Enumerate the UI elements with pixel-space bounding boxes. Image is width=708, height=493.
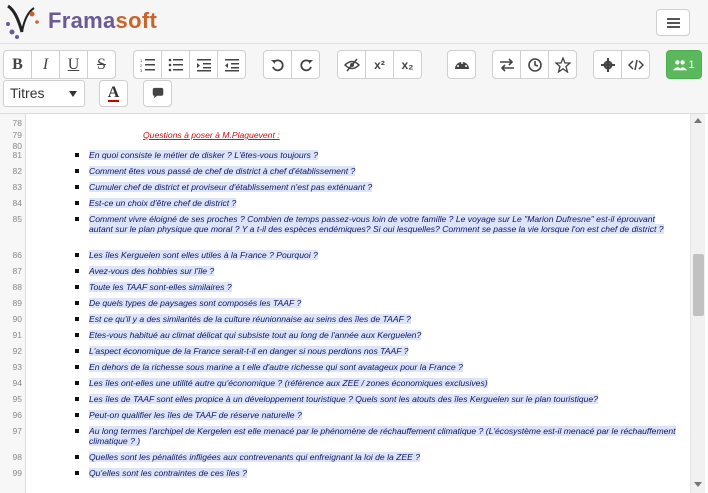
- tools-group: [492, 50, 577, 79]
- code-icon[interactable]: [621, 50, 650, 79]
- list-item-text: Etes-vous habitué au climat délicat qui subsiste tout au long de l'année aux Kerguelen?: [89, 330, 422, 340]
- italic-icon[interactable]: I: [31, 50, 60, 79]
- list-item-text: Est ce qu'il y a des similarités de la culture réunionnaise au seins des îles de TAAF ?: [89, 314, 411, 324]
- vertical-scrollbar[interactable]: [690, 114, 705, 493]
- bullet-icon: [75, 301, 79, 305]
- list-item-text: L'aspect économique de la France serait-t-il en danger si nous perdions nos TAAF ?: [89, 346, 409, 356]
- bullet-icon: [75, 413, 79, 417]
- line-number: 88: [12, 282, 22, 292]
- svg-text:3: 3: [139, 67, 142, 73]
- line-number: 94: [12, 378, 22, 388]
- history-icon[interactable]: [520, 50, 549, 79]
- brand-part2: soft: [115, 8, 158, 33]
- top-navbar: [0, 0, 708, 44]
- format-group: [3, 50, 116, 79]
- indent-icon[interactable]: [189, 50, 218, 79]
- section-title: Questions à poser à M.Plaguevent :: [143, 130, 280, 140]
- star-icon[interactable]: [548, 50, 577, 79]
- line-number: 92: [12, 346, 22, 356]
- line-number: 96: [12, 410, 22, 420]
- line-number: 86: [12, 250, 22, 260]
- line-number: 99: [12, 468, 22, 478]
- list-item-text: Les îles ont-elles une utilité autre qu'économique ? (référence aux ZEE / zones économiques exclusives): [89, 378, 488, 388]
- list-item-text: Au long termes l'archipel de Kergelen est elle menacé par le phénomène de réchauffement climatique ? (L'écosystème est-il menacé par le réchauffement climatique ? ): [89, 426, 676, 446]
- scroll-up-icon[interactable]: [694, 118, 702, 123]
- bullet-icon: [75, 471, 79, 475]
- list-item-text: Comment êtes vous passé de chef de district à chef d'établissement ?: [89, 166, 356, 176]
- bullet-icon: [75, 185, 79, 189]
- list-group: [133, 50, 246, 79]
- line-number: 98: [12, 452, 22, 462]
- line-number: 93: [12, 362, 22, 372]
- bullet-icon: [75, 397, 79, 401]
- list-item-text: Les îles Kerguelen sont elles utiles à la France ? Pourquoi ?: [89, 250, 318, 260]
- palette-icon[interactable]: [447, 50, 476, 79]
- bullet-icon: [75, 253, 79, 257]
- hide-icon[interactable]: [337, 50, 366, 79]
- bullet-icon: [75, 455, 79, 459]
- svg-text:2: 2: [139, 62, 142, 68]
- history-group: [263, 50, 320, 79]
- brand-part1: Frama: [48, 8, 116, 33]
- outdent-icon[interactable]: [217, 50, 246, 79]
- users-icon[interactable]: [666, 50, 702, 79]
- bullet-icon: [75, 317, 79, 321]
- list-item-text: Les îles de TAAF sont elles propice à un développement touristique ? Quels sont les atouts des îles Kerguelen sur le plan touristique?: [89, 394, 598, 404]
- subscript-icon[interactable]: x₂: [393, 50, 422, 79]
- bullet-icon: [75, 429, 79, 433]
- bullet-icon: [75, 349, 79, 353]
- list-item-text: Avez-vous des hobbies sur l'île ?: [89, 266, 215, 276]
- list-item-text: En quoi consiste le métier de disker ? L'êtes-vous toujours ?: [89, 150, 319, 160]
- bullet-icon: [75, 365, 79, 369]
- bullet-icon: [75, 169, 79, 173]
- list-item-text: Cumuler chef de district et proviseur d'établissement n'est pas exténuant ?: [89, 182, 373, 192]
- bullet-icon: [75, 333, 79, 337]
- editor-toolbar: [0, 44, 708, 114]
- chevron-down-icon: [69, 91, 77, 97]
- brand-name[interactable]: [48, 8, 157, 34]
- line-number: 97: [12, 426, 22, 436]
- list-item-text: Qu'elles sont les contraintes de ces îles ?: [89, 468, 247, 478]
- line-number: 91: [12, 330, 22, 340]
- redo-icon[interactable]: [291, 50, 320, 79]
- collab-count: 1: [688, 58, 695, 71]
- scroll-down-icon[interactable]: [694, 482, 702, 487]
- editor-area[interactable]: [0, 114, 708, 493]
- line-number: 81: [12, 150, 22, 160]
- framasoft-logo[interactable]: [4, 2, 42, 40]
- list-item-text: Quelles sont les pénalités infligées aux contrevenants qui enfreignant la loi de la ZEE ?: [89, 452, 421, 462]
- line-number: 83: [12, 182, 22, 192]
- scrollbar-thumb[interactable]: [693, 254, 704, 316]
- bullet-icon: [75, 285, 79, 289]
- line-number: 84: [12, 198, 22, 208]
- style-select[interactable]: [3, 80, 85, 107]
- script-group: [337, 50, 422, 79]
- line-number: 82: [12, 166, 22, 176]
- line-number: 79: [12, 130, 22, 140]
- bullet-icon: [75, 269, 79, 273]
- undo-icon[interactable]: [263, 50, 292, 79]
- list-item-text: Comment vivre éloigné de ses proches ? Combien de temps passez-vous loin de votre famille ? Le voyage sur Le "Marion Dufresne" est-il éprouvant autant sur le plan physique que moral ? Y a t-il des espèces endémiques? Si oui lesquelles? Comment se passe la vie lorsque l'on est chef de district ?: [89, 214, 664, 234]
- list-item-text: En dehors de la richesse sous marine a t elle d'autre richesse qui sont avatageux pour la France ?: [89, 362, 463, 372]
- line-number: 78: [12, 118, 22, 128]
- swap-icon[interactable]: [492, 50, 521, 79]
- text-color-icon: A: [107, 83, 120, 101]
- style-select-value: Titres: [10, 85, 45, 101]
- line-number: 95: [12, 394, 22, 404]
- list-item-text: Peut-on qualifier les îles de TAAF de réserve naturelle ?: [89, 410, 302, 420]
- menu-icon[interactable]: [656, 9, 690, 36]
- line-number: 85: [12, 214, 22, 224]
- line-number: 90: [12, 314, 22, 324]
- underline-icon[interactable]: U: [59, 50, 88, 79]
- settings-group: [593, 50, 650, 79]
- gear-icon[interactable]: [593, 50, 622, 79]
- comment-icon[interactable]: [143, 80, 172, 107]
- bullet-icon: [75, 153, 79, 157]
- bullet-icon: [75, 201, 79, 205]
- bullet-icon: [75, 381, 79, 385]
- superscript-icon[interactable]: x²: [365, 50, 394, 79]
- line-number: 87: [12, 266, 22, 276]
- list-item-text: Est-ce un choix d'être chef de district ?: [89, 198, 237, 208]
- theme-group: [447, 50, 476, 79]
- strike-icon[interactable]: S: [87, 50, 116, 79]
- bullet-icon: [75, 217, 79, 221]
- list-item-text: De quels types de paysages sont composés les TAAF ?: [89, 298, 302, 308]
- svg-text:1: 1: [139, 57, 142, 63]
- bullet-list-icon[interactable]: [161, 50, 190, 79]
- line-number: 89: [12, 298, 22, 308]
- list-item-text: Toute les TAAF sont-elles similaires ?: [89, 282, 232, 292]
- ordered-list-icon[interactable]: [133, 50, 162, 79]
- line-number: 80: [12, 141, 22, 151]
- bold-icon[interactable]: B: [3, 50, 32, 79]
- text-color-button[interactable]: [99, 80, 128, 107]
